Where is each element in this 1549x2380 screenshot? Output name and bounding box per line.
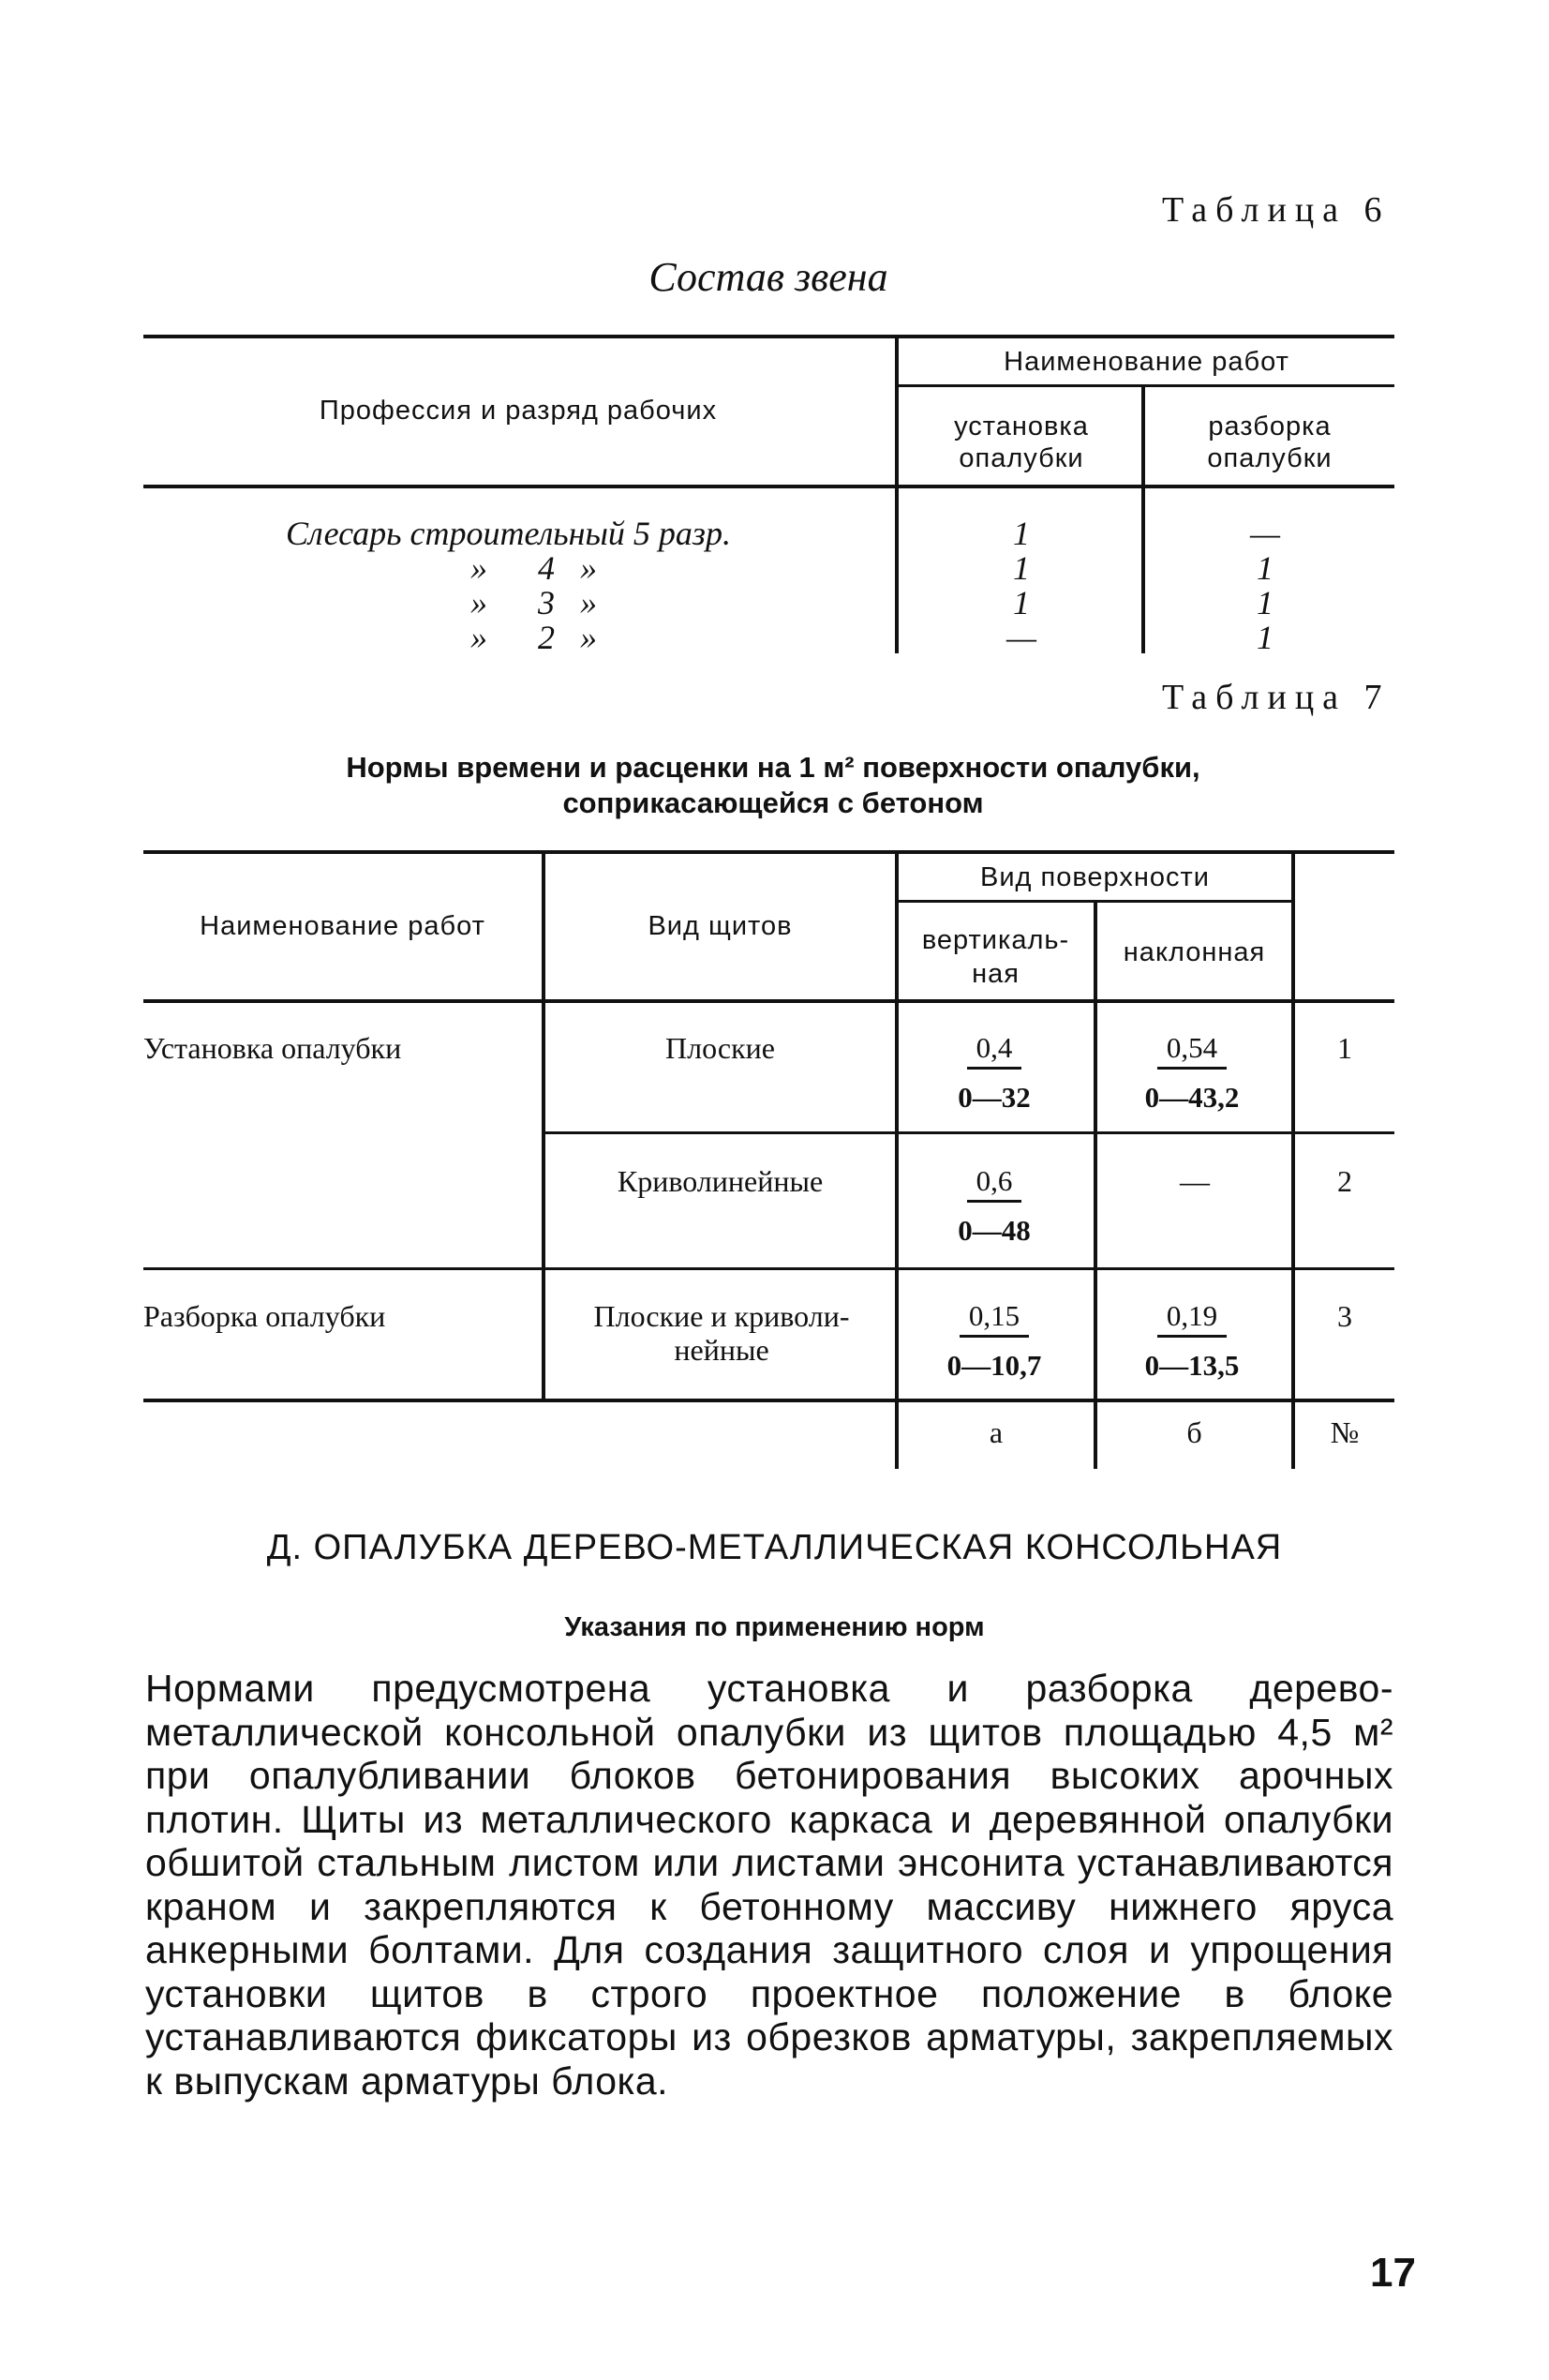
table7-row-3-inclined bbox=[1098, 1299, 1286, 1383]
table7-row-2-vertical-time: 0,6 bbox=[967, 1164, 1022, 1203]
table7-row-2-vertical-price: 0—48 bbox=[958, 1214, 1031, 1247]
table7-col-inclined: наклонная bbox=[1123, 937, 1266, 967]
table7-footer-a: а bbox=[989, 1415, 1004, 1449]
table6-col-install: установка опалубки bbox=[954, 412, 1089, 473]
table7-row-1-inclined-price: 0—43,2 bbox=[1144, 1081, 1240, 1114]
table7-row-2-inclined: — bbox=[1180, 1164, 1210, 1198]
section-subtitle: Указания по применению норм bbox=[564, 1612, 985, 1642]
table7-row-1-vertical bbox=[901, 1031, 1088, 1115]
table7-divider-4 bbox=[1291, 850, 1295, 1469]
table6-row-2-profession: » 4 » bbox=[470, 549, 597, 587]
table6-row-1-profession: Слесарь строительный 5 разр. bbox=[286, 515, 731, 552]
table6-top-rule bbox=[143, 335, 1394, 338]
table6-title: Состав звена bbox=[648, 254, 888, 300]
table6-row-1-install: 1 bbox=[1013, 515, 1030, 552]
table7-row-1-shield: Плоские bbox=[665, 1031, 775, 1065]
table7-row-3-work: Разборка опалубки bbox=[143, 1299, 386, 1333]
table7-row-1-vertical-time: 0,4 bbox=[967, 1031, 1022, 1070]
table6-row-3-dismantle: 1 bbox=[1257, 584, 1273, 621]
table7-footer-no: № bbox=[1330, 1415, 1360, 1449]
table7-top-rule bbox=[143, 850, 1394, 854]
table6-col-dismantle: разборка опалубки bbox=[1207, 412, 1333, 473]
table6-row-2-install: 1 bbox=[1013, 549, 1030, 587]
table6-header-rule bbox=[143, 485, 1394, 488]
table7-bottom-rule bbox=[143, 1399, 1394, 1402]
table6-row-3-profession: » 3 » bbox=[470, 584, 597, 621]
table6-row-2-dismantle: 1 bbox=[1257, 549, 1273, 587]
table7-divider-3 bbox=[1094, 900, 1097, 1469]
table7-row-2-vertical bbox=[901, 1164, 1088, 1248]
table7-row-1-work: Установка опалубки bbox=[143, 1031, 402, 1065]
table7-divider-2 bbox=[895, 850, 899, 1469]
table7-title-line2: соприкасающейся с бетоном bbox=[562, 786, 984, 819]
table7-row-3-vertical-time: 0,15 bbox=[960, 1299, 1029, 1338]
table7-col-work: Наименование работ bbox=[200, 911, 485, 941]
table6-row-1-dismantle: — bbox=[1249, 515, 1280, 552]
table7-row-3-vertical bbox=[901, 1299, 1088, 1383]
table6-group-rule bbox=[896, 384, 1394, 387]
table6-row-4-install: — bbox=[1005, 619, 1036, 656]
table7-title bbox=[234, 750, 1312, 821]
table7-header-rule bbox=[143, 999, 1394, 1003]
table6-divider-1 bbox=[895, 335, 899, 653]
table6-row-4-dismantle: 1 bbox=[1257, 619, 1273, 656]
table7-row-3-inclined-time: 0,19 bbox=[1157, 1299, 1227, 1338]
table7-row-1-no: 1 bbox=[1337, 1031, 1352, 1065]
table7-row-3-vertical-price: 0—10,7 bbox=[946, 1349, 1042, 1382]
table7-row-1-vertical-price: 0—32 bbox=[958, 1081, 1031, 1114]
table7-row-2-no: 2 bbox=[1337, 1164, 1352, 1198]
table7-row-3-shield: Плоские и криволи-нейные bbox=[593, 1299, 850, 1367]
table6-row-3-install: 1 bbox=[1013, 584, 1030, 621]
table6-label: Таблица 6 bbox=[1162, 190, 1391, 230]
section-title: Д. ОПАЛУБКА ДЕРЕВО-МЕТАЛЛИЧЕСКАЯ КОНСОЛЬНАЯ bbox=[266, 1528, 1283, 1567]
table7-row2-rule bbox=[143, 1267, 1394, 1270]
section-body: Нормами предусмотрена установка и разборка дерево-металлической консольной опалубки из щитов площадью 4,5 м² при опалубливании блоков бетонирования высоких арочных плотин. Щиты из металлического каркаса и деревянной опалубки обшитой стальным листом или листами энсонита устанавливаются краном и закрепляются к бетонному массиву нижнего яруса анкерными болтами. Для создания защитного слоя и упрощения установки щитов в строго проектное положение в блоке устанавливаются фиксаторы из обрезков арматуры, закрепляемых к выпускам арматуры блока. bbox=[145, 1667, 1393, 2103]
table7-footer-b: б bbox=[1186, 1415, 1202, 1449]
table6-divider-2 bbox=[1141, 384, 1145, 653]
table7-label: Таблица 7 bbox=[1162, 678, 1391, 717]
table7-row-3-no: 3 bbox=[1337, 1299, 1352, 1333]
table7-row-1-inclined-time: 0,54 bbox=[1157, 1031, 1227, 1070]
table7-row-3-inclined-price: 0—13,5 bbox=[1144, 1349, 1240, 1382]
table7-row-1-inclined bbox=[1098, 1031, 1286, 1115]
table7-row1-rule bbox=[544, 1131, 1394, 1134]
table7-row-2-shield: Криволинейные bbox=[617, 1164, 824, 1198]
table6-col-profession: Профессия и разряд рабочих bbox=[319, 396, 718, 426]
table7-title-line1: Нормы времени и расценки на 1 м² поверхности опалубки, bbox=[346, 751, 1200, 784]
table7-col-shield: Вид щитов bbox=[648, 911, 793, 941]
page-number: 17 bbox=[1370, 2250, 1416, 2296]
table6-col-group: Наименование работ bbox=[1004, 347, 1289, 377]
table6-row-4-profession: » 2 » bbox=[470, 619, 597, 656]
table7-col-vertical: вертикаль-ная bbox=[921, 925, 1070, 989]
table7-col-surface: Вид поверхности bbox=[980, 862, 1210, 892]
